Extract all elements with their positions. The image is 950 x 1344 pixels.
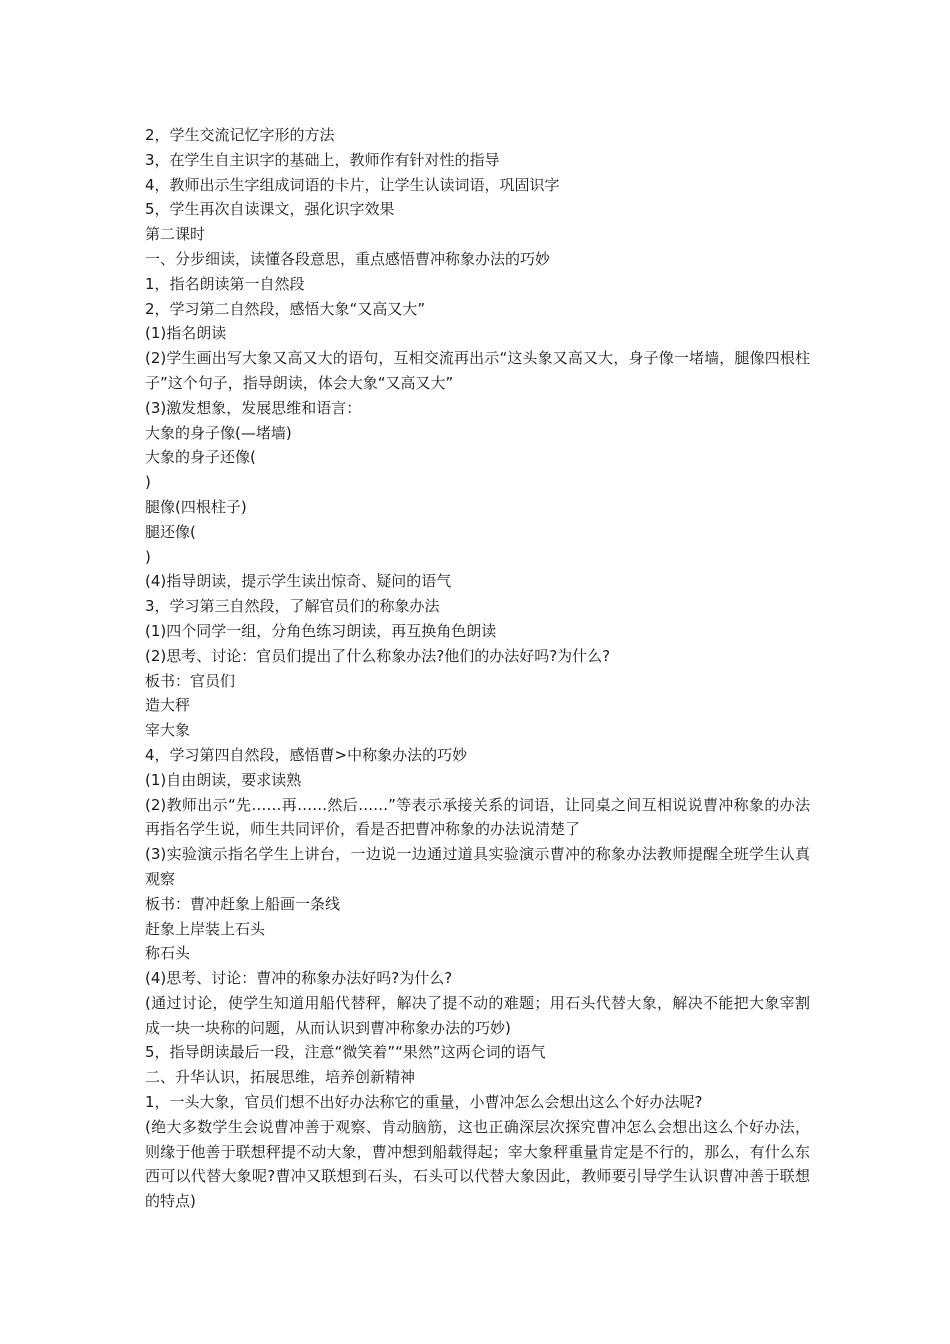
text-line: (1)指名朗读 [145, 324, 227, 343]
text-line: (4)思考、讨论：曹冲的称象办法好吗?为什么? [145, 969, 453, 988]
text-line: (2)学生画出写大象又高又大的语句，互相交流再出示“这头象又高又大，身子像一堵墙，腿像四根柱子”这个句子，指导朗读，体会大象“又高又大” [145, 349, 810, 392]
text-line: (3)实验演示指名学生上讲台，一边说一边通过道具实验演示曹冲的称象办法教师提醒全班学生认真观察 [145, 845, 810, 888]
text-line: 2，学生交流记忆字形的方法 [145, 126, 335, 144]
text-line: 5，学生再次自读课文，强化识字效果 [145, 200, 395, 219]
text-line: (绝大多数学生会说曹冲善于观察、肯动脑筋，这也正确深层次探究曹冲怎么会想出这么个好办法，则缘于他善于联想秤提不动大象，曹冲想到船载得起；宰大象秤重量肯定是不行的，那么，有什么东西可以代替大象呢?曹冲又联想到石头，石头可以代替大象因此，教师要引导学生认识曹冲善于联想的特点) [145, 1117, 810, 1211]
text-line: 3，学习第三自然段，了解官员们的称象办法 [145, 597, 440, 616]
text-line: 4，学习第四自然段，感悟曹>中称象办法的巧妙 [145, 745, 468, 764]
text-line: 大象的身子像(—堵墙) [145, 423, 292, 442]
text-line: (1)四个同学一组，分角色练习朗读，再互换角色朗读 [145, 621, 497, 640]
text-line: 腿像(四根柱子) [145, 497, 247, 516]
text-line: 大象的身子还像( [145, 448, 256, 467]
text-line: 板书：曹冲赶象上船画一条线 [145, 894, 341, 913]
section-heading: 一、分步细读，读懂各段意思，重点感悟曹冲称象办法的巧妙 [145, 249, 551, 268]
text-line: 赶象上岸装上石头 [145, 919, 266, 938]
text-line: (2)思考、讨论：官员们提出了什么称象办法?他们的办法好吗?为什么? [145, 646, 611, 665]
text-line: 板书：官员们 [145, 671, 236, 690]
text-line: (2)教师出示“先……再……然后……”等表示承接关系的词语，让同桌之间互相说说曹冲称象的办法再指名学生说，师生共同评价，看是否把曹冲称象的办法说清楚了 [145, 795, 810, 839]
text-line: ) [145, 547, 151, 566]
text-line: (4)指导朗读，提示学生读出惊奇、疑问的语气 [145, 572, 452, 591]
text-line: (3)激发想象，发展思维和语言： [145, 398, 362, 417]
text-line: 5，指导朗读最后一段，注意“微笑着”“果然”这两仑词的语气 [145, 1043, 546, 1062]
text-line: (1)自由朗读，要求读熟 [145, 770, 302, 789]
text-line: ) [145, 473, 151, 492]
text-line: 称石头 [145, 944, 191, 963]
section-heading: 第二课时 [145, 225, 206, 244]
section-heading: 二、升华认识，拓展思维，培养创新精神 [145, 1068, 416, 1087]
text-line: 1，一头大象，官员们想不出好办法称它的重量，小曹冲怎么会想出这么个好办法呢? [145, 1093, 703, 1112]
document-body [145, 123, 810, 1214]
text-line: 造大秤 [145, 696, 191, 715]
text-line: 4，教师出示生字组成词语的卡片，让学生认读词语，巩固识字 [145, 175, 560, 194]
text-line: 2，学习第二自然段，感悟大象“又高又大” [145, 299, 426, 318]
text-line: 宰大象 [145, 721, 191, 740]
text-line: 3，在学生自主识字的基础上，教师作有针对性的指导 [145, 150, 500, 169]
text-line: (通过讨论，使学生知道用船代替秤，解决了提不动的难题；用石头代替大象，解决不能把大象宰割成一块一块称的问题，从而认识到曹冲称象办法的巧妙) [145, 993, 810, 1037]
text-line: 腿还像( [145, 522, 196, 541]
text-line: 1，指名朗读第一自然段 [145, 274, 305, 293]
